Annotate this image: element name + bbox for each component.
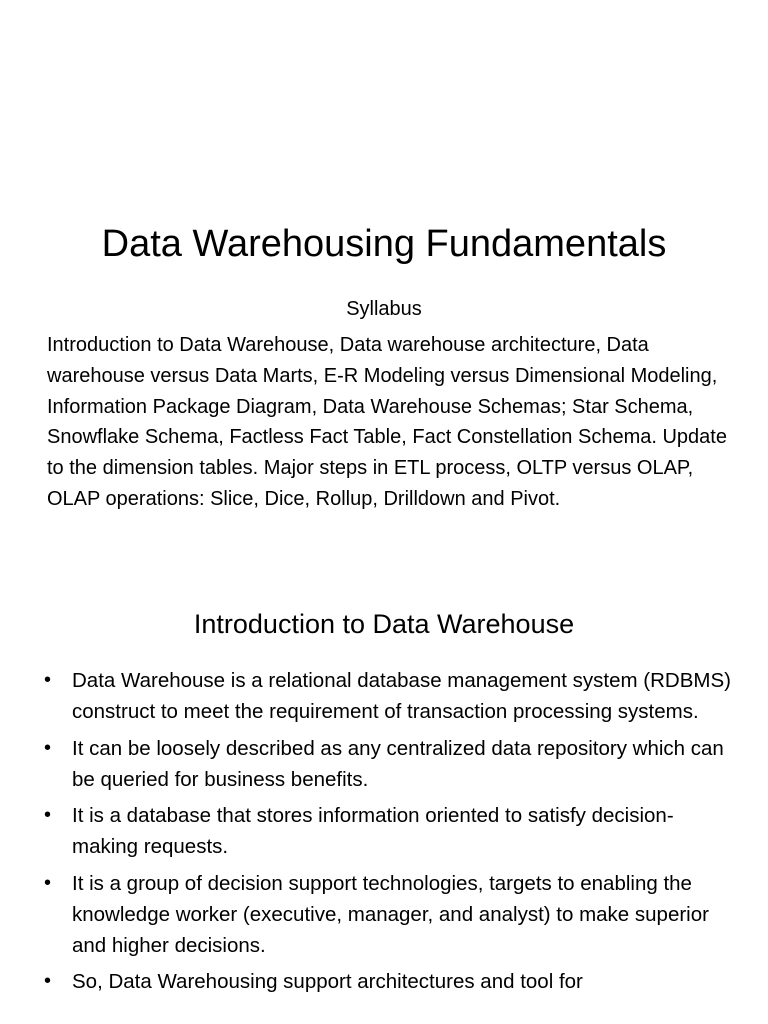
section-title: Introduction to Data Warehouse [193, 609, 575, 639]
syllabus-paragraph: Introduction to Data Warehouse, Data warehouse architecture, Data warehouse versus Data Marts, E-R Modeling versus Dimensional Modeling, Information Package Diagram, Data Warehouse Schemas; Star Schema, Snowflake Schema, Factless Fact Table, Fact Constellation Schema. Update to the dimension tables. Major steps in ETL process, OLTP versus OLAP, OLAP operations: Slice, Dice, Rollup, Drilldown and Pivot. [47, 334, 727, 510]
bullet-list [44, 665, 734, 1003]
page-title: Data Warehousing Fundamentals [101, 223, 667, 265]
bullet-text: It is a database that stores information oriented to satisfy decision-making requests. [72, 804, 674, 858]
bullet-icon: • [44, 970, 52, 992]
bullet-icon: • [44, 669, 52, 691]
list-item [44, 800, 734, 862]
syllabus-heading: Syllabus [346, 298, 422, 320]
bullet-text: So, Data Warehousing support architectures and tool for [72, 970, 583, 993]
list-item [44, 868, 734, 961]
bullet-icon: • [44, 871, 52, 894]
bullet-icon: • [44, 736, 52, 759]
list-item [44, 665, 734, 727]
bullet-icon: • [44, 804, 52, 826]
list-item [44, 733, 734, 795]
bullet-text: Data Warehouse is a relational database management system (RDBMS) construct to meet the requirement of transaction processing systems. [72, 669, 731, 723]
list-item [44, 966, 734, 997]
bullet-text: It is a group of decision support technologies, targets to enabling the knowledge worker (executive, manager, and analyst) to make superior and higher decisions. [72, 871, 709, 957]
bullet-text: It can be loosely described as any centralized data repository which can be queried for business benefits. [72, 736, 724, 791]
